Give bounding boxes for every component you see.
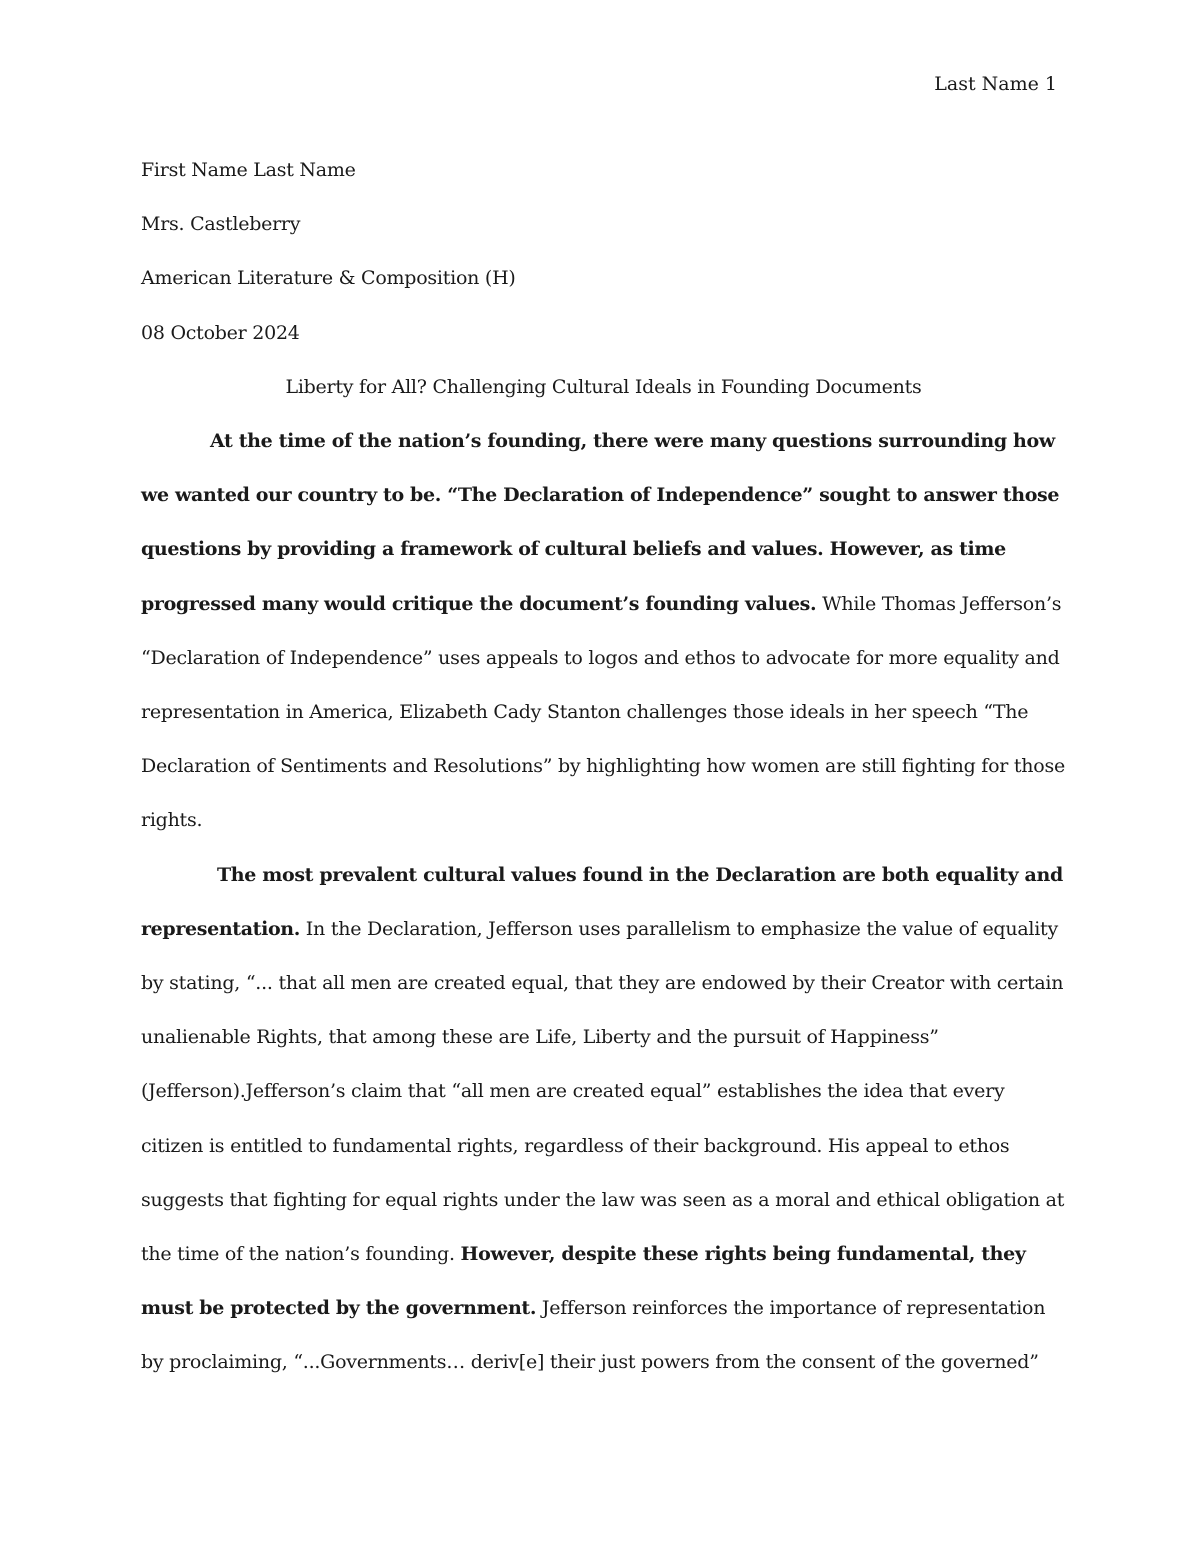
paragraph-2-bold-claim: However, despite these rights being fundamental, they must be protected by the government. xyxy=(141,1243,1026,1320)
paragraph-2 xyxy=(141,848,1066,1390)
paragraph-2-bold-lead: The most prevalent cultural values found in the Declaration are both equality and representation. xyxy=(141,863,1063,940)
paragraph-1 xyxy=(141,414,1066,848)
essay-body xyxy=(141,143,1066,1390)
running-head: Last Name 1 xyxy=(934,73,1057,95)
student-name: First Name Last Name xyxy=(141,159,356,181)
essay-title: Liberty for All? Challenging Cultural Ideals in Founding Documents xyxy=(285,375,922,398)
essay-date: 08 October 2024 xyxy=(141,321,300,344)
paragraph-1-bold-lead: At the time of the nation’s founding, there were many questions surrounding how we wanted our country to be. “The Declaration of Independence” sought to answer those questions by providing a framework of cultural beliefs and values. However, as time progressed many would critique the document’s founding values. xyxy=(141,430,1060,615)
paragraph-1-text: While Thomas Jefferson’s “Declaration of Independence” uses appeals to logos and ethos to advocate for more equality and representation in America, Elizabeth Cady Stanton challenges those ideals in her speech “The Declaration of Sentiments and Resolutions” by highlighting how women are still fighting for those rights. xyxy=(141,592,1065,832)
course-name: American Literature & Composition (H) xyxy=(141,267,516,290)
paragraph-2-text-end: Jefferson reinforces the importance of representation by proclaiming, “...Governments… deriv[e] their just powers from the consent of the governed” xyxy=(141,1297,1046,1374)
paragraph-2-text: In the Declaration, Jefferson uses parallelism to emphasize the value of equality by stating, “... that all men are created equal, that they are endowed by their Creator with certain unalienable Rights, that among these are Life, Liberty and the pursuit of Happiness” (Jefferson).Jefferson’s claim that “all men are created equal” establishes the idea that every citizen is entitled to fundamental rights, regardless of their background. His appeal to ethos suggests that fighting for equal rights under the law was seen as a moral and ethical obligation at the time of the nation’s founding. xyxy=(141,917,1065,1266)
teacher-name: Mrs. Castleberry xyxy=(141,213,301,236)
